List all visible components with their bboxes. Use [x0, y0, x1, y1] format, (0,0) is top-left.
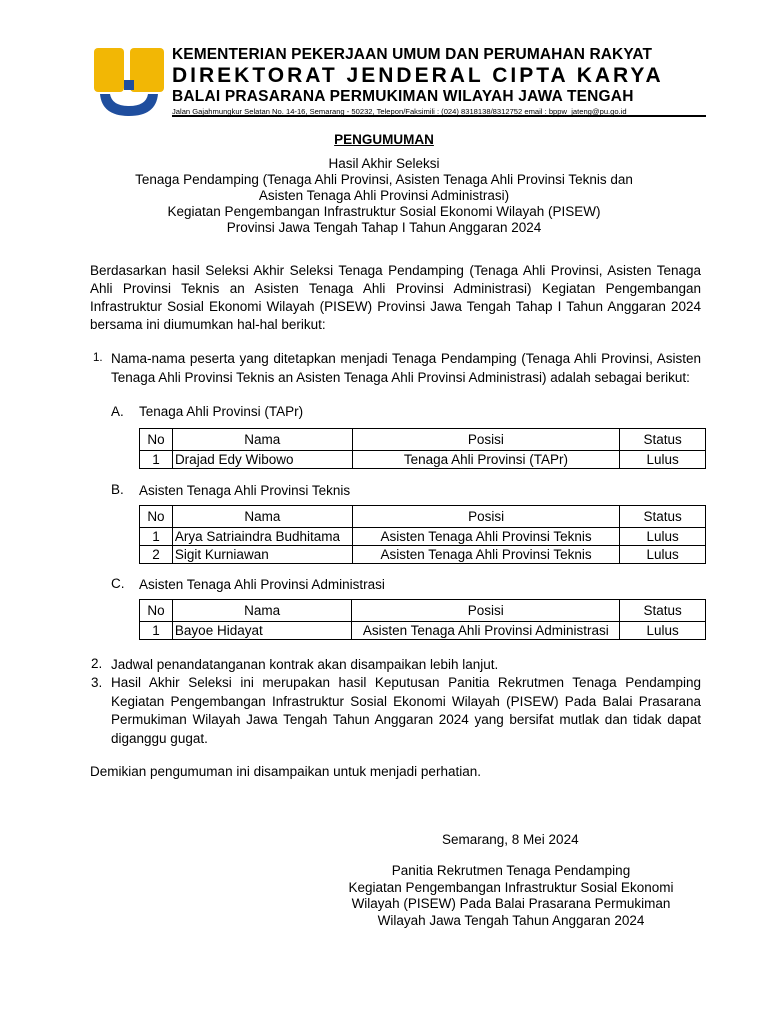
item-text: Hasil Akhir Seleksi ini merupakan hasil Keputusan Panitia Rekrutmen Tenaga Pendamping Kegiatan Pengembangan Infrastruktur Sosial Ekonomi Wilayah (PISEW) Pada Balai Prasarana Permukiman Wilayah Jawa Tengah Tahun Anggaran 2024 yang bersifat mutlak dan tidak dapat diganggu gugat. — [111, 675, 701, 746]
signature-line: Kegiatan Pengembangan Infrastruktur Sosial Ekonomi — [348, 879, 674, 895]
header-posisi: Posisi — [352, 506, 620, 528]
table-row — [140, 528, 706, 546]
logo-gold-left — [94, 48, 124, 92]
logo-gold-right — [130, 48, 164, 92]
table-row — [140, 546, 706, 564]
subheading-line: Hasil Akhir Seleksi — [328, 156, 440, 171]
cell-nama: Bayoe Hidayat — [172, 622, 351, 640]
results-table-c — [139, 599, 706, 640]
cell-no: 1 — [140, 622, 173, 640]
subheading-line: Provinsi Jawa Tengah Tahap I Tahun Anggaran 2024 — [226, 220, 542, 235]
header-posisi: Posisi — [352, 600, 620, 622]
header-no: No — [140, 506, 173, 528]
cell-nama: Arya Satriaindra Budhitama — [172, 528, 352, 546]
cell-posisi: Tenaga Ahli Provinsi (TAPr) — [352, 451, 620, 469]
subheading-line: Kegiatan Pengembangan Infrastruktur Sosial Ekonomi Wilayah (PISEW) — [167, 204, 601, 219]
cell-no: 2 — [140, 546, 173, 564]
section-letter: B. — [111, 482, 124, 497]
announcement-title: PENGUMUMAN — [334, 132, 434, 147]
cell-posisi: Asisten Tenaga Ahli Provinsi Teknis — [352, 528, 620, 546]
item-text: Nama-nama peserta yang ditetapkan menjadi Tenaga Pendamping (Tenaga Ahli Provinsi, Asisten Tenaga Ahli Provinsi Teknis an Asisten Tenaga Ahli Provinsi Administrasi) adalah sebagai berikut: — [111, 351, 701, 385]
results-table-a — [139, 428, 706, 469]
header-nama: Nama — [172, 600, 351, 622]
cell-no: 1 — [140, 528, 173, 546]
header-no: No — [140, 429, 173, 451]
results-table-b — [139, 505, 706, 564]
section-title: Tenaga Ahli Provinsi (TAPr) — [139, 404, 304, 419]
announcement-subheading — [60, 156, 708, 236]
cell-posisi: Asisten Tenaga Ahli Provinsi Teknis — [352, 546, 620, 564]
cell-status: Lulus — [620, 451, 706, 469]
section-title: Asisten Tenaga Ahli Provinsi Teknis — [139, 483, 351, 498]
cell-posisi: Asisten Tenaga Ahli Provinsi Administrasi — [352, 622, 620, 640]
letterhead-text — [172, 46, 706, 117]
table-row — [140, 622, 706, 640]
table-header-row — [140, 429, 706, 451]
subheading-line: Tenaga Pendamping (Tenaga Ahli Provinsi, Asisten Tenaga Ahli Provinsi Teknis dan — [135, 172, 633, 187]
cell-status: Lulus — [620, 622, 706, 640]
header-no: No — [140, 600, 173, 622]
cell-status: Lulus — [620, 528, 706, 546]
letterhead — [94, 46, 706, 116]
header-nama: Nama — [172, 506, 352, 528]
signature-line: Panitia Rekrutmen Tenaga Pendamping — [391, 863, 631, 878]
pupr-logo-icon — [94, 48, 164, 118]
closing-sentence: Demikian pengumuman ini disampaikan untuk menjadi perhatian. — [90, 764, 481, 779]
item-number: 3. — [91, 675, 103, 690]
header-status: Status — [620, 506, 706, 528]
intro-paragraph: Berdasarkan hasil Seleksi Akhir Seleksi Tenaga Pendamping (Tenaga Ahli Provinsi, Asisten Tenaga Ahli Provinsi Teknis an Asisten Tenaga Ahli Provinsi Administrasi) Kegiatan Pengembangan Infrastruktur Sosial Ekonomi Wilayah (PISEW) Provinsi Jawa Tengah Tahap I Tahun Anggaran 2024 bersama ini diumumkan hal-hal berikut: — [90, 263, 701, 332]
letterhead-divider — [172, 115, 706, 117]
item-number: 2. — [91, 656, 103, 671]
directorate-name: DIREKTORAT JENDERAL CIPTA KARYA — [172, 64, 664, 87]
logo-blue-square — [124, 80, 134, 90]
header-status: Status — [620, 429, 706, 451]
ministry-name: KEMENTERIAN PEKERJAAN UMUM DAN PERUMAHAN RAKYAT — [172, 46, 653, 63]
cell-nama: Sigit Kurniawan — [172, 546, 352, 564]
item-number: 1. — [93, 352, 103, 364]
subheading-line: Asisten Tenaga Ahli Provinsi Administrasi) — [258, 188, 510, 203]
table-row — [140, 451, 706, 469]
section-title: Asisten Tenaga Ahli Provinsi Administrasi — [139, 577, 385, 592]
header-status: Status — [620, 600, 706, 622]
signature-block — [330, 863, 692, 929]
item-text: Jadwal penandatanganan kontrak akan disampaikan lebih lanjut. — [111, 657, 499, 672]
office-name: BALAI PRASARANA PERMUKIMAN WILAYAH JAWA TENGAH — [172, 88, 634, 105]
cell-status: Lulus — [620, 546, 706, 564]
place-date: Semarang, 8 Mei 2024 — [442, 832, 579, 847]
office-address: Jalan Gajahmungkur Selatan No. 14-16, Semarang - 50232, Telepon/Faksimili : (024) 8318138/8312752 email : bppw_jateng@pu.go.id — [172, 107, 627, 116]
cell-no: 1 — [140, 451, 173, 469]
signature-line: Wilayah (PISEW) Pada Balai Prasarana Permukiman — [351, 896, 671, 911]
header-posisi: Posisi — [352, 429, 620, 451]
cell-nama: Drajad Edy Wibowo — [172, 451, 352, 469]
table-header-row — [140, 506, 706, 528]
header-nama: Nama — [172, 429, 352, 451]
section-letter: A. — [111, 404, 124, 419]
table-header-row — [140, 600, 706, 622]
signature-line: Wilayah Jawa Tengah Tahun Anggaran 2024 — [377, 912, 645, 928]
section-letter: C. — [111, 576, 125, 591]
logo-blue-arc — [100, 94, 158, 116]
